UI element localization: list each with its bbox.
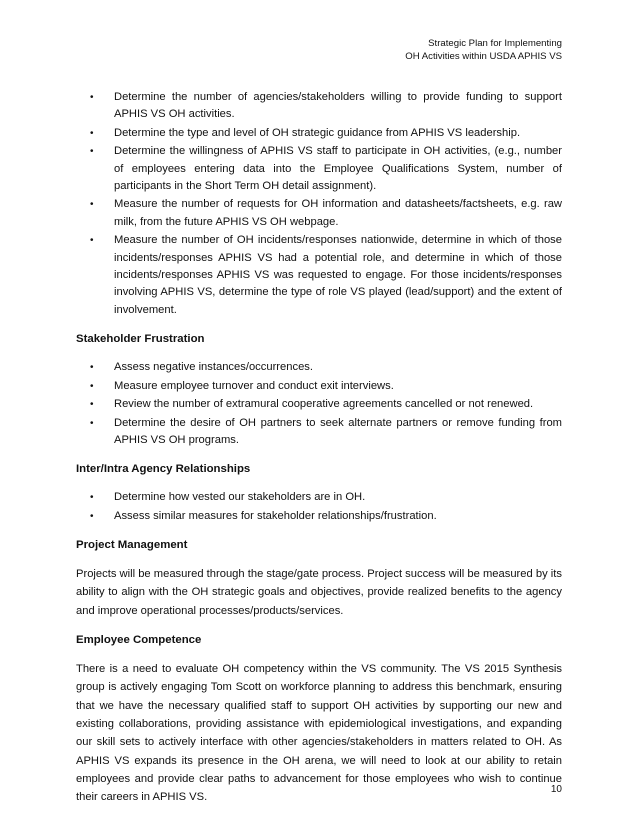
list-item <box>76 359 562 376</box>
section-heading-employee-competence: Employee Competence <box>76 634 202 647</box>
section-heading-stakeholder-frustration: Stakeholder Frustration <box>76 333 205 346</box>
list-item-text: Determine the desire of OH partners to seek alternate partners or remove funding from APHIS VS OH programs. <box>114 416 562 446</box>
list-item-text: Assess similar measures for stakeholder relationships/frustration. <box>114 509 437 522</box>
list-item <box>76 89 562 124</box>
bullet-icon: • <box>90 146 94 158</box>
list-item-text: Determine the willingness of APHIS VS staff to participate in OH activities, (e.g., number of employees entering data into the Employee Qualifications System, number of participants in the Short Term OH detail assignment). <box>114 145 562 193</box>
bullet-icon: • <box>90 127 94 139</box>
stakeholder-frustration-list <box>76 359 562 449</box>
list-item-text: Measure employee turnover and conduct exit interviews. <box>114 379 394 392</box>
bullet-icon: • <box>90 492 94 504</box>
bullet-icon: • <box>90 417 94 429</box>
list-item <box>76 489 562 506</box>
header-title-line-1: Strategic Plan for Implementing <box>428 38 562 49</box>
section-heading-agency-relationships: Inter/Intra Agency Relationships <box>76 463 251 476</box>
header-title-line-2: OH Activities within USDA APHIS VS <box>405 51 562 63</box>
bullet-icon: • <box>90 362 94 374</box>
intro-bullet-list <box>76 89 562 319</box>
list-item-text: Review the number of extramural cooperative agreements cancelled or not renewed. <box>114 398 534 411</box>
bullet-icon: • <box>90 380 94 392</box>
page-body <box>76 89 562 806</box>
list-item <box>76 378 562 395</box>
list-item-text: Determine the type and level of OH strategic guidance from APHIS VS leadership. <box>114 126 521 139</box>
bullet-icon: • <box>90 92 94 103</box>
list-item <box>76 232 562 319</box>
list-item <box>76 143 562 195</box>
bullet-icon: • <box>90 399 94 411</box>
list-item <box>76 125 562 142</box>
bullet-icon: • <box>90 199 94 211</box>
page-header <box>405 37 562 63</box>
page-number: 10 <box>550 784 562 795</box>
list-item-text: Measure the number of OH incidents/responses nationwide, determine in which of those incidents/responses APHIS VS had a potential role, and determine in which of those incidents/responses APHIS VS was requested to engage. For those incidents/responses involving APHIS VS, determine the type of role VS played (lead/support) and the extent of involvement. <box>114 234 562 316</box>
list-item <box>76 196 562 231</box>
list-item-text: Assess negative instances/occurrences. <box>114 361 313 374</box>
section-heading-project-management: Project Management <box>76 539 188 552</box>
list-item <box>76 508 562 525</box>
list-item-text: Measure the number of requests for OH information and datasheets/factsheets, e.g. raw milk, from the future APHIS VS OH webpage. <box>114 198 562 228</box>
bullet-icon: • <box>90 510 94 522</box>
agency-relationships-list <box>76 489 562 525</box>
bullet-icon: • <box>90 235 94 247</box>
list-item <box>76 396 562 413</box>
project-management-paragraph: Projects will be measured through the stage/gate process. Project success will be measured by its ability to align with the OH strategic goals and objectives, provide realized benefits to the agency and improve operational processes/products/services. <box>76 568 562 617</box>
employee-competence-paragraph: There is a need to evaluate OH competency within the VS community. The VS 2015 Synthesis group is actively engaging Tom Scott on workforce planning to address this benchmark, ensuring that we have the necessary qualified staff to support OH activities by supporting our new and existing collaborations, providing assistance with epidemiological investigations, and expanding our skill sets to actively interface with other agencies/stakeholders in matters related to OH. As APHIS VS expands its presence in the OH arena, we will need to look at our ability to retain employees and provide clear paths to advancement for those employees who wish to continue their careers in APHIS VS. <box>76 663 562 804</box>
list-item-text: Determine how vested our stakeholders are in OH. <box>114 491 366 504</box>
list-item-text: Determine the number of agencies/stakeholders willing to provide funding to support APHIS VS OH activities. <box>114 91 562 121</box>
list-item <box>76 415 562 450</box>
